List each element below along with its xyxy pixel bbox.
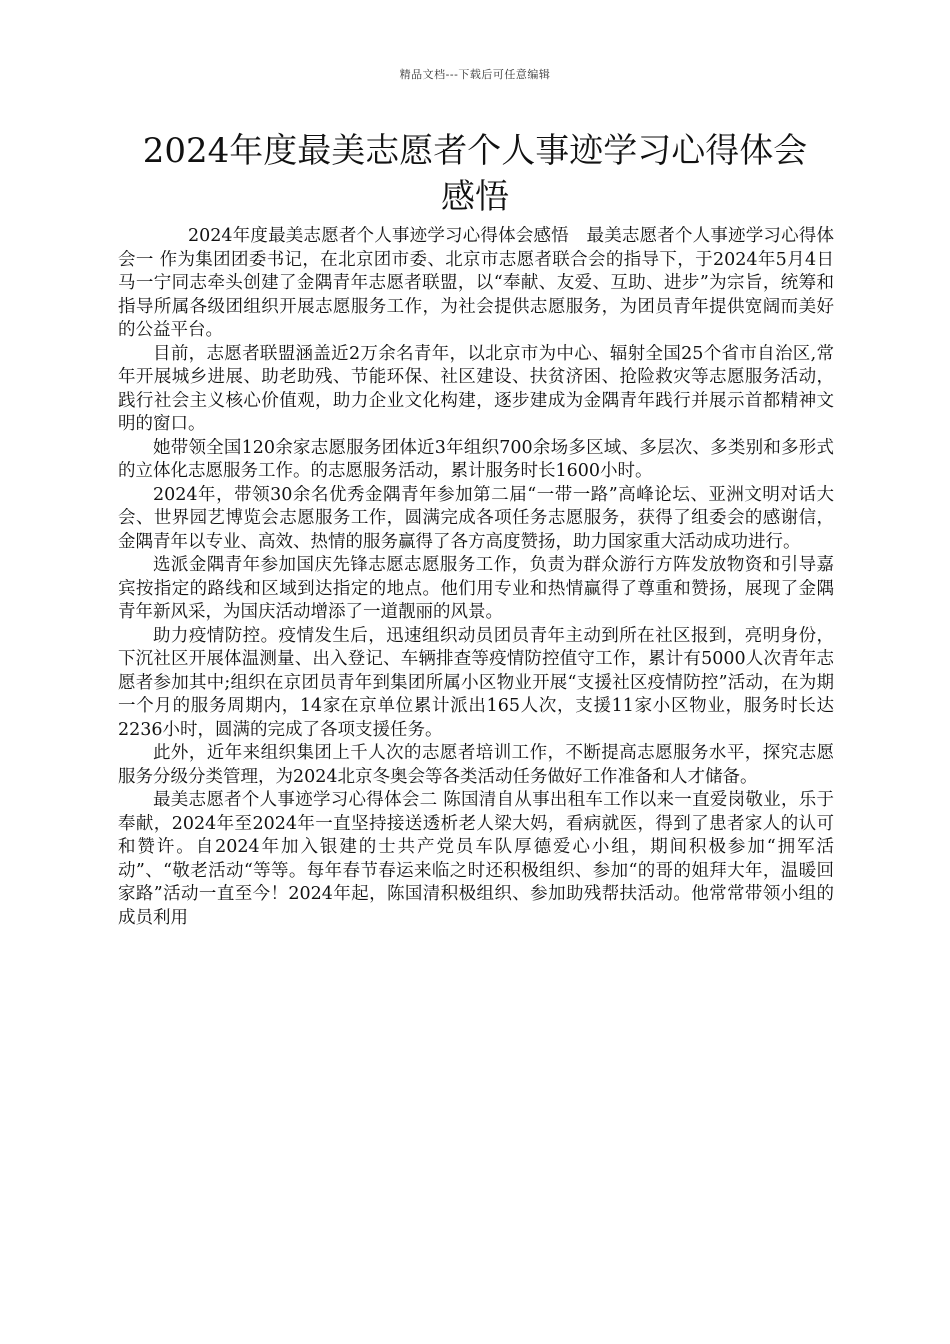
paragraph: 2024年，带领30余名优秀金隅青年参加第二届“一带一路”高峰论坛、亚洲文明对话大会、世界园艺博览会志愿服务工作，圆满完成各项任务志愿服务，获得了组委会的感谢信，金隅青年以专业、高效、热情的服务赢得了各方高度赞扬，助力国家重大活动成功进行。 — [118, 484, 834, 552]
document-title: 2024年度最美志愿者个人事迹学习心得体会感悟 — [142, 131, 808, 217]
paragraph: 目前，志愿者联盟涵盖近2万余名青年，以北京市为中心、辐射全国25个省市自治区,常年开展城乡进展、助老助残、节能环保、社区建设、扶贫济困、抢险救灾等志愿服务活动，践行社会主义核心价值观，助力企业文化构建，逐步建成为金隅青年践行并展示首都精神文明的窗口。 — [118, 343, 834, 434]
document-body — [118, 225, 834, 930]
header-note: 精品文档---下载后可任意编辑 — [399, 68, 551, 81]
paragraph: 她带领全国120余家志愿服务团体近3年组织700余场多区域、多层次、多类别和多形式的立体化志愿服务工作。的志愿服务活动，累计服务时长1600小时。 — [118, 437, 834, 481]
paragraph: 助力疫情防控。疫情发生后，迅速组织动员团员青年主动到所在社区报到，亮明身份，下沉社区开展体温测量、出入登记、车辆排查等疫情防控值守工作，累计有5000人次青年志愿者参加其中;组织在京团员青年到集团所属小区物业开展“支援社区疫情防控”活动，在为期一个月的服务周期内，14家在京单位累计派出165人次，支援11家小区物业，服务时长达2236小时，圆满的完成了各项支援任务。 — [118, 625, 834, 740]
paragraph: 此外，近年来组织集团上千人次的志愿者培训工作，不断提高志愿服务水平，探究志愿服务分级分类管理，为2024北京冬奥会等各类活动任务做好工作准备和人才储备。 — [118, 743, 834, 787]
paragraph: 最美志愿者个人事迹学习心得体会二 陈国清自从事出租车工作以来一直爱岗敬业，乐于奉献，2024年至2024年一直坚持接送透析老人梁大妈，看病就医，得到了患者家人的认可和赞许。自2024年加入银建的士共产党员车队厚德爱心小组，期间积极参加“拥军活动”、“敬老活动“等等。每年春节春运来临之时还积极组织、参加“的哥的姐拜大年，温暖回家路”活动一直至今！2024年起，陈国清积极组织、参加助残帮扶活动。他常常带领小组的成员利用 — [118, 790, 834, 928]
paragraph: 选派金隅青年参加国庆先锋志愿志愿服务工作，负责为群众游行方阵发放物资和引导嘉宾按指定的路线和区域到达指定的地点。他们用专业和热情赢得了尊重和赞扬，展现了金隅青年新风采，为国庆活动增添了一道靓丽的风景。 — [118, 555, 834, 622]
paragraph: 2024年度最美志愿者个人事迹学习心得体会感悟 最美志愿者个人事迹学习心得体会一 作为集团团委书记，在北京团市委、北京市志愿者联合会的指导下，于2024年5月4日马一宁同志牵头创建了金隅青年志愿者联盟，以“奉献、友爱、互助、进步”为宗旨，统筹和指导所属各级团组织开展志愿服务工作，为社会提供志愿服务，为团员青年提供宽阔而美好的公益平台。 — [118, 226, 834, 340]
